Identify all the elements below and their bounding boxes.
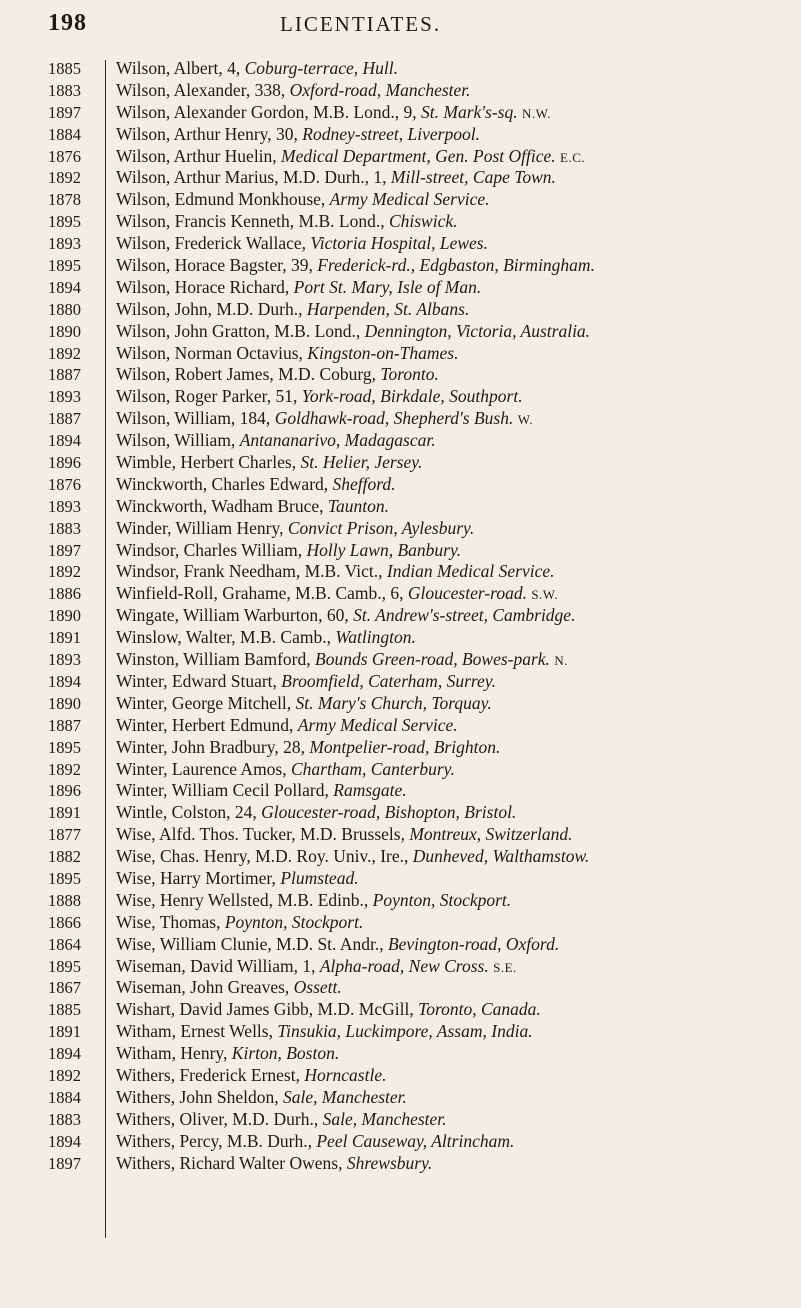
entry-address: St. Mary's Church, Torquay. — [295, 692, 492, 713]
list-item — [0, 211, 801, 233]
entry-year: 1895 — [48, 256, 81, 276]
entry-name: Withers, Percy, M.B. Durh., — [116, 1130, 317, 1151]
entry-name: Wise, Thomas, — [116, 911, 225, 932]
entry-name: Wilson, Norman Octavius, — [116, 342, 308, 363]
entry-address: Dennington, Victoria, Australia. — [364, 320, 591, 341]
entry-address: Montpelier-road, Brighton. — [309, 736, 501, 757]
list-item — [0, 518, 801, 540]
entry-year: 1894 — [48, 277, 81, 297]
entry-year: 1892 — [48, 562, 81, 582]
entry-year: 1893 — [48, 234, 81, 254]
entry-year: 1896 — [48, 453, 81, 473]
entry-name: Winter, Edward Stuart, — [116, 670, 282, 691]
entry-year: 1893 — [48, 496, 81, 516]
entry-address: Convict Prison, Aylesbury. — [287, 517, 475, 538]
entry-year: 1885 — [48, 1000, 81, 1020]
list-item — [0, 759, 801, 781]
entry-address: Port St. Mary, Isle of Man. — [293, 276, 482, 297]
list-item — [0, 649, 801, 671]
entry-year: 1897 — [48, 540, 81, 560]
list-item — [0, 934, 801, 956]
entry-year: 1894 — [48, 431, 81, 451]
list-item — [0, 189, 801, 211]
entry-address: Army Medical Service. — [329, 189, 490, 210]
entry-address: Ossett. — [293, 977, 342, 998]
entry-year: 1883 — [48, 80, 81, 100]
entry-address: Poynton, Stockport. — [372, 889, 512, 910]
entry-year: 1891 — [48, 1022, 81, 1042]
entry-name: Winter, John Bradbury, 28, — [116, 736, 310, 757]
entry-address: Antananarivo, Madagascar. — [239, 430, 436, 451]
list-item — [0, 561, 801, 583]
entry-year: 1897 — [48, 102, 81, 122]
entry-address: Gloucester-road, Bishopton, Bristol. — [261, 802, 517, 823]
entry-year: 1883 — [48, 1109, 81, 1129]
entry-year: 1885 — [48, 59, 81, 78]
entry-year: 1888 — [48, 890, 81, 910]
entry-year: 1884 — [48, 1087, 81, 1107]
entry-year: 1891 — [48, 628, 81, 648]
list-item — [0, 737, 801, 759]
entry-year: 1877 — [48, 825, 81, 845]
list-item — [0, 386, 801, 408]
entry-address: Broomfield, Caterham, Surrey. — [281, 670, 496, 691]
list-item — [0, 780, 801, 802]
entry-district: S.E. — [493, 959, 517, 975]
entry-name: Winslow, Walter, M.B. Camb., — [116, 627, 336, 648]
entry-year: 1895 — [48, 212, 81, 232]
entry-name: Wilson, Arthur Huelin, — [116, 145, 282, 166]
entry-year: 1893 — [48, 387, 81, 407]
entry-name: Winston, William Bamford, — [116, 649, 316, 670]
list-item — [0, 277, 801, 299]
entry-address: Frederick-rd., Edgbaston, Birmingham. — [317, 255, 595, 276]
entry-year: 1876 — [48, 146, 81, 166]
entry-year: 1887 — [48, 715, 81, 735]
entry-address: Bevington-road, Oxford. — [387, 933, 560, 954]
entry-year: 1897 — [48, 1153, 81, 1173]
list-item — [0, 1065, 801, 1087]
entry-address: St. Helier, Jersey. — [300, 452, 423, 473]
entry-name: Winfield-Roll, Grahame, M.B. Camb., 6, — [116, 583, 408, 604]
entry-address: Goldhawk-road, Shepherd's Bush. — [274, 408, 518, 429]
entry-name: Wilson, Horace Richard, — [116, 276, 294, 297]
entry-name: Wise, Alfd. Thos. Tucker, M.D. Brussels, — [116, 824, 410, 845]
entry-address: Mill-street, Cape Town. — [390, 167, 556, 188]
entry-name: Wilson, Frederick Wallace, — [116, 233, 311, 254]
entry-name: Wintle, Colston, 24, — [116, 802, 262, 823]
running-title: LICENTIATES. — [280, 12, 442, 36]
entry-name: Wilson, Horace Bagster, 39, — [116, 255, 318, 276]
entry-district: N.W. — [522, 105, 551, 121]
entry-year: 1892 — [48, 168, 81, 188]
entry-name: Wilson, Edmund Monkhouse, — [116, 189, 330, 210]
entry-year: 1866 — [48, 912, 81, 932]
entry-name: Windsor, Frank Needham, M.B. Vict., — [116, 561, 387, 582]
entry-address: Ramsgate. — [333, 780, 407, 801]
list-item — [0, 1153, 801, 1175]
entry-year: 1892 — [48, 343, 81, 363]
entry-address: Plumstead. — [280, 867, 359, 888]
entry-address: Shrewsbury. — [346, 1152, 433, 1173]
list-item — [0, 1087, 801, 1109]
entry-name: Winter, Herbert Edmund, — [116, 714, 298, 735]
entry-name: Winder, William Henry, — [116, 517, 288, 538]
list-item — [0, 167, 801, 189]
entry-name: Wise, William Clunie, M.D. St. Andr., — [116, 933, 388, 954]
entry-address: Horncastle. — [304, 1064, 387, 1085]
list-item — [0, 693, 801, 715]
entry-address: York-road, Birkdale, Southport. — [301, 386, 523, 407]
entry-year: 1887 — [48, 409, 81, 429]
entry-name: Winckworth, Charles Edward, — [116, 473, 333, 494]
list-item — [0, 408, 801, 430]
entry-year: 1894 — [48, 671, 81, 691]
entry-name: Wilson, William, — [116, 430, 240, 451]
entry-address: Medical Department, Gen. Post Office. — [281, 145, 561, 166]
list-item — [0, 452, 801, 474]
entry-name: Wingate, William Warburton, 60, — [116, 605, 354, 626]
entry-year: 1892 — [48, 1065, 81, 1085]
entry-address: Coburg-terrace, Hull. — [244, 58, 399, 78]
entry-address: Tinsukia, Luckimpore, Assam, India. — [277, 1021, 533, 1042]
list-item — [0, 846, 801, 868]
entry-address: Rodney-street, Liverpool. — [302, 123, 480, 144]
entry-year: 1867 — [48, 978, 81, 998]
entry-address: Gloucester-road. — [407, 583, 532, 604]
entry-name: Wiseman, David William, 1, — [116, 955, 320, 976]
list-item — [0, 299, 801, 321]
entry-address: Sale, Manchester. — [322, 1108, 447, 1129]
entry-year: 1883 — [48, 518, 81, 538]
entry-name: Wilson, Alexander, 338, — [116, 79, 290, 100]
list-item — [0, 540, 801, 562]
entry-name: Wimble, Herbert Charles, — [116, 452, 301, 473]
entry-name: Wishart, David James Gibb, M.D. McGill, — [116, 999, 419, 1020]
entry-name: Witham, Henry, — [116, 1043, 232, 1064]
entry-name: Wilson, William, 184, — [116, 408, 275, 429]
entry-address: Toronto. — [380, 364, 439, 385]
entry-address: Peel Causeway, Altrincham. — [316, 1130, 515, 1151]
entry-address: Kingston-on-Thames. — [307, 342, 459, 363]
entry-year: 1878 — [48, 190, 81, 210]
list-item — [0, 474, 801, 496]
list-item — [0, 868, 801, 890]
entry-year: 1880 — [48, 299, 81, 319]
list-item — [0, 824, 801, 846]
entry-year: 1895 — [48, 737, 81, 757]
entry-address: Bounds Green-road, Bowes-park. — [315, 649, 555, 670]
entry-address: Taunton. — [327, 495, 390, 516]
list-item — [0, 605, 801, 627]
entry-year: 1896 — [48, 781, 81, 801]
entry-year: 1893 — [48, 650, 81, 670]
entry-address: St. Mark's-sq. — [421, 101, 522, 122]
entry-address: Kirton, Boston. — [231, 1043, 340, 1064]
list-item — [0, 912, 801, 934]
entry-name: Wise, Harry Mortimer, — [116, 867, 281, 888]
list-item — [0, 430, 801, 452]
list-item — [0, 146, 801, 168]
entry-name: Wilson, Alexander Gordon, M.B. Lond., 9, — [116, 101, 422, 122]
entry-address: Harpenden, St. Albans. — [306, 298, 470, 319]
list-item — [0, 802, 801, 824]
entry-year: 1884 — [48, 124, 81, 144]
entry-year: 1886 — [48, 584, 81, 604]
list-item — [0, 1131, 801, 1153]
entry-name: Wilson, Arthur Marius, M.D. Durh., 1, — [116, 167, 391, 188]
page-header — [0, 10, 801, 40]
entry-address: Alpha-road, New Cross. — [319, 955, 494, 976]
page-number: 198 — [48, 10, 87, 36]
list-item — [0, 999, 801, 1021]
entry-year: 1876 — [48, 474, 81, 494]
entry-name: Winter, Laurence Amos, — [116, 758, 291, 779]
list-item — [0, 1109, 801, 1131]
entry-district: E.C. — [560, 149, 586, 165]
entry-year: 1895 — [48, 956, 81, 976]
entry-name: Wilson, John Gratton, M.B. Lond., — [116, 320, 365, 341]
entry-district: W. — [517, 412, 534, 428]
licentiate-list — [0, 58, 801, 1174]
entry-name: Wise, Henry Wellsted, M.B. Edinb., — [116, 889, 373, 910]
entry-address: Montreux, Switzerland. — [409, 824, 573, 845]
entry-name: Withers, Richard Walter Owens, — [116, 1152, 347, 1173]
list-item — [0, 80, 801, 102]
entry-address: Dunheved, Walthamstow. — [412, 846, 590, 867]
list-item — [0, 102, 801, 124]
entry-name: Winter, George Mitchell, — [116, 692, 296, 713]
entry-year: 1890 — [48, 693, 81, 713]
list-item — [0, 233, 801, 255]
entry-name: Withers, Frederick Ernest, — [116, 1064, 305, 1085]
entry-address: Chartham, Canterbury. — [291, 758, 455, 779]
entry-name: Winckworth, Wadham Bruce, — [116, 495, 328, 516]
entry-name: Winter, William Cecil Pollard, — [116, 780, 334, 801]
entry-year: 1895 — [48, 868, 81, 888]
list-item — [0, 715, 801, 737]
entry-address: St. Andrew's-street, Cambridge. — [353, 605, 576, 626]
entry-district: S.W. — [531, 587, 559, 603]
list-item — [0, 890, 801, 912]
entry-address: Sale, Manchester. — [283, 1086, 407, 1107]
list-item — [0, 58, 801, 80]
entry-name: Wilson, Albert, 4, — [116, 58, 245, 78]
entry-year: 1890 — [48, 606, 81, 626]
list-item — [0, 255, 801, 277]
entry-name: Withers, Oliver, M.D. Durh., — [116, 1108, 323, 1129]
entry-year: 1894 — [48, 1044, 81, 1064]
list-item — [0, 364, 801, 386]
entry-name: Wilson, Arthur Henry, 30, — [116, 123, 303, 144]
entry-name: Wilson, Roger Parker, 51, — [116, 386, 302, 407]
entry-name: Windsor, Charles William, — [116, 539, 307, 560]
entry-year: 1882 — [48, 847, 81, 867]
list-item — [0, 1021, 801, 1043]
entry-year: 1891 — [48, 803, 81, 823]
entry-district: N. — [554, 653, 568, 669]
entry-name: Wilson, Robert James, M.D. Coburg, — [116, 364, 381, 385]
entry-name: Wilson, John, M.D. Durh., — [116, 298, 307, 319]
entry-name: Wilson, Francis Kenneth, M.B. Lond., — [116, 211, 389, 232]
entry-year: 1887 — [48, 365, 81, 385]
entry-address: Poynton, Stockport. — [224, 911, 364, 932]
entry-name: Withers, John Sheldon, — [116, 1086, 283, 1107]
entry-year: 1864 — [48, 934, 81, 954]
entry-address: Toronto, Canada. — [418, 999, 541, 1020]
entry-year: 1892 — [48, 759, 81, 779]
list-item — [0, 671, 801, 693]
list-item — [0, 124, 801, 146]
list-item — [0, 496, 801, 518]
entry-address: Indian Medical Service. — [386, 561, 555, 582]
entry-year: 1894 — [48, 1131, 81, 1151]
entry-name: Witham, Ernest Wells, — [116, 1021, 278, 1042]
list-item — [0, 583, 801, 605]
list-item — [0, 343, 801, 365]
entry-address: Watlington. — [335, 627, 416, 648]
entry-address: Oxford-road, Manchester. — [289, 79, 471, 100]
entry-address: Holly Lawn, Banbury. — [306, 539, 462, 560]
list-item — [0, 956, 801, 978]
entry-name: Wise, Chas. Henry, M.D. Roy. Univ., Ire., — [116, 846, 413, 867]
entry-name: Wiseman, John Greaves, — [116, 977, 294, 998]
entry-address: Chiswick. — [388, 211, 458, 232]
list-item — [0, 321, 801, 343]
entry-year: 1890 — [48, 321, 81, 341]
list-item — [0, 627, 801, 649]
list-item — [0, 977, 801, 999]
entry-address: Army Medical Service. — [297, 714, 458, 735]
entry-address: Shefford. — [332, 473, 396, 494]
list-item — [0, 1043, 801, 1065]
entry-address: Victoria Hospital, Lewes. — [310, 233, 488, 254]
